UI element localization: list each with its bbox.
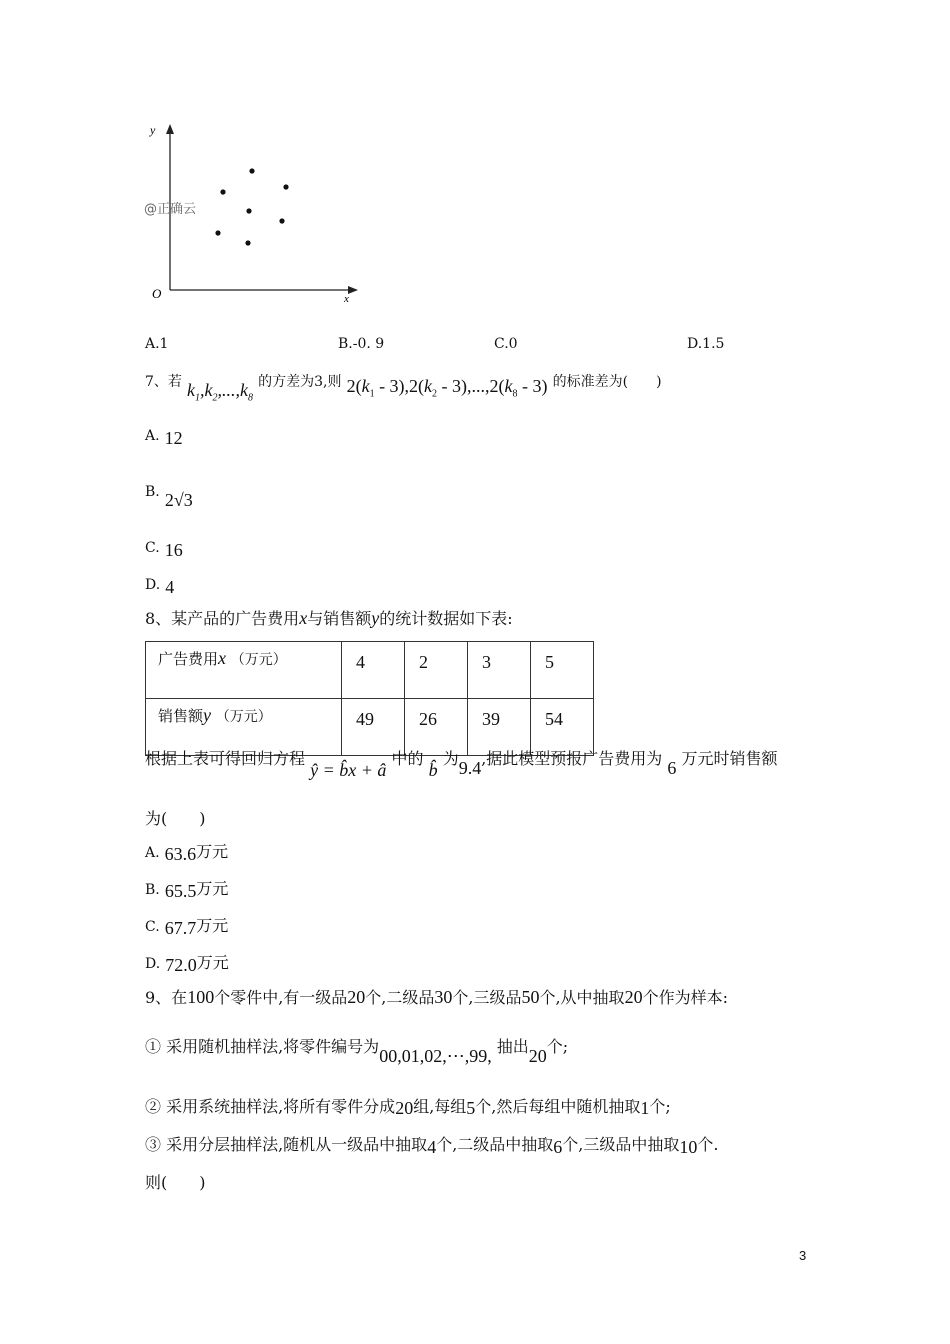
q6-option-b: B.-0. 9 xyxy=(338,336,385,352)
scatter-point xyxy=(249,168,254,173)
table-header-cell: 广告费用x （万元） xyxy=(146,642,342,699)
table-cell: 54 xyxy=(531,699,594,756)
q6-option-d: D.1.5 xyxy=(687,336,725,352)
q8-option-b: B. 65.5万元 xyxy=(145,879,229,901)
q9-method-2: ② 采用系统抽样法,将所有零件分成20组,每组5个,然后每组中随机抽取1个; xyxy=(145,1097,671,1118)
q7-suffix: 的标准差为( ) xyxy=(552,374,662,390)
y-axis-label: y xyxy=(150,123,156,137)
q7-stem xyxy=(145,370,662,404)
q8-option-d: D. 72.0万元 xyxy=(145,953,229,975)
table-cell: 39 xyxy=(468,699,531,756)
x-axis-label: x xyxy=(344,293,349,305)
watermark: @正确云 xyxy=(144,202,197,217)
q8-data-table xyxy=(145,641,594,756)
q6-option-a: A.1 xyxy=(145,336,169,352)
table-cell: 2 xyxy=(405,642,468,699)
x-axis-arrow xyxy=(348,286,358,294)
q7-option-a: A. 12 xyxy=(145,428,183,448)
table-cell: 5 xyxy=(531,642,594,699)
scatter-point xyxy=(215,230,220,235)
table-cell: 49 xyxy=(342,699,405,756)
q7-sequence: $k_1,k_2,...,k_8$ xyxy=(187,380,254,404)
q8-answer-line: 为( ) xyxy=(145,809,206,828)
q7-option-c: C. 16 xyxy=(145,540,183,560)
q7-prefix: 7、若 xyxy=(145,374,182,390)
table-header-cell: 销售额y （万元） xyxy=(146,699,342,756)
table-cell: 3 xyxy=(468,642,531,699)
scatter-point xyxy=(220,189,225,194)
q8-option-a: A. 63.6万元 xyxy=(145,842,229,864)
q9-method-1: ① 采用随机抽样法,将零件编号为00,01,02,⋯,99, 抽出20个; xyxy=(145,1037,569,1066)
q8-option-c: C. 67.7万元 xyxy=(145,916,229,938)
origin-label: O xyxy=(152,286,162,301)
table-cell: 26 xyxy=(405,699,468,756)
q9-stem: 9、在100个零件中,有一级品20个,二级品30个,三级品50个,从中抽取20个作为样本: xyxy=(145,987,728,1007)
q6-option-c: C.0 xyxy=(494,336,518,352)
q8-stem: 8、某产品的广告费用x与销售额y的统计数据如下表: xyxy=(145,608,513,628)
scatter-point xyxy=(283,184,288,189)
table-row xyxy=(146,642,594,699)
q7-option-b: B. 2√3 xyxy=(145,484,193,510)
table-cell: 4 xyxy=(342,642,405,699)
q8-regression-line: 根据上表可得回归方程 ŷ = b̂x + â 中的 b̂ 为9.4,据此模型预报广告费用为 6 万元时销售额 xyxy=(145,749,778,780)
scatter-point xyxy=(279,218,284,223)
y-axis-arrow xyxy=(166,124,174,134)
regression-equation: ŷ = b̂x + â xyxy=(310,760,387,780)
page-number: 3 xyxy=(799,1248,807,1263)
q7-option-d: D. 4 xyxy=(145,577,175,597)
q7-middle: 的方差为3,则 xyxy=(258,374,342,390)
scatter-plot-figure xyxy=(140,118,370,308)
q9-method-3: ③ 采用分层抽样法,随机从一级品中抽取4个,二级品中抽取6个,三级品中抽取10个. xyxy=(145,1135,719,1157)
q7-transformed-sequence: $2(k_1 - 3),2(k_2 - 3),...,2(k_8 - 3)$ xyxy=(346,376,548,400)
q9-answer-line: 则( ) xyxy=(145,1173,206,1192)
b-hat: b̂ xyxy=(428,760,438,780)
scatter-point xyxy=(245,240,250,245)
scatter-point xyxy=(246,208,251,213)
